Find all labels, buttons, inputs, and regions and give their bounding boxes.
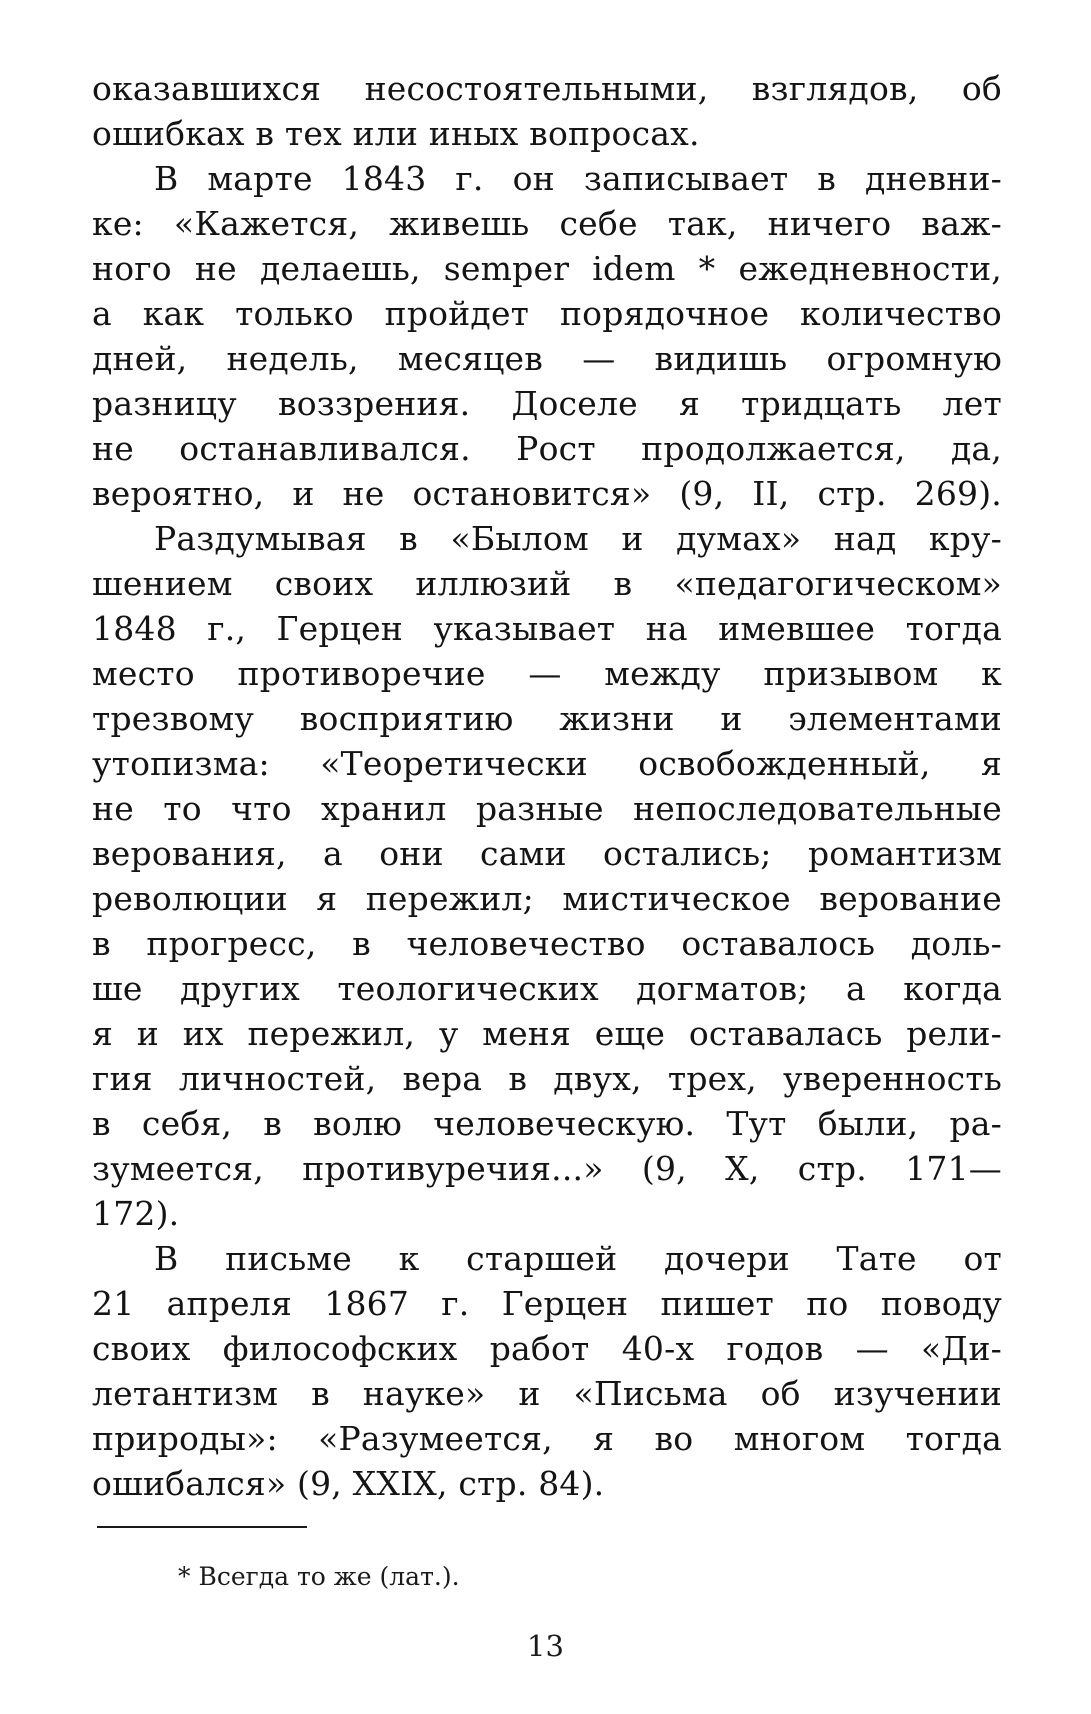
text-line: ше других теологических догматов; а когда <box>92 969 1002 1008</box>
text-line: я и их пережил, у меня еще оставалась рели- <box>92 1014 1002 1053</box>
text-line: зумеется, противуречия...» (9, X, стр. 171— <box>92 1149 1002 1188</box>
text-line: 1848 г., Герцен указывает на имевшее тогда <box>92 609 1002 648</box>
text-line: 21 апреля 1867 г. Герцен пишет по поводу <box>92 1284 1002 1323</box>
text-line: дней, недель, месяцев — видишь огромную <box>92 339 1002 378</box>
text-line: ошибался» (9, XXIX, стр. 84). <box>92 1464 605 1503</box>
text-line: место противоречие — между призывом к <box>92 654 1002 693</box>
text-line: ке: «Кажется, живешь себе так, ничего важ- <box>92 204 1002 243</box>
text-line: гия личностей, вера в двух, трех, уверенность <box>92 1059 1002 1098</box>
text-line: своих философских работ 40-х годов — «Ди- <box>92 1329 1002 1368</box>
text-line: не то что хранил разные непоследовательные <box>92 789 1002 828</box>
text-line: утопизма: «Теоретически освобожденный, я <box>92 744 1002 783</box>
text-line: в себя, в волю человеческую. Тут были, ра- <box>92 1104 1002 1143</box>
paragraph-start-line: В письме к старшей дочери Тате от <box>154 1239 1002 1278</box>
text-line: ошибках в тех или иных вопросах. <box>92 114 700 153</box>
text-line: 172). <box>92 1194 180 1233</box>
paragraph-start-line: В марте 1843 г. он записывает в дневни- <box>154 159 1002 198</box>
text-line: природы»: «Разумеется, я во многом тогда <box>92 1419 1002 1458</box>
text-line: шением своих иллюзий в «педагогическом» <box>92 564 1002 603</box>
footnote: * Всегда то же (лат.). <box>178 1562 460 1591</box>
text-line: революции я пережил; мистическое верование <box>92 879 1002 918</box>
text-line: не останавливался. Рост продолжается, да, <box>92 429 1002 468</box>
text-line: трезвому восприятию жизни и элементами <box>92 699 1002 738</box>
text-line: разницу воззрения. Доселе я тридцать лет <box>92 384 1002 423</box>
text-line: а как только пройдет порядочное количество <box>92 294 1002 333</box>
text-line: верования, а они сами остались; романтизм <box>92 834 1002 873</box>
text-line: в прогресс, в человечество оставалось доль- <box>92 924 1002 963</box>
text-line: вероятно, и не остановится» (9, II, стр. 269). <box>92 474 1002 513</box>
page-number: 13 <box>527 1629 564 1663</box>
paragraph-start-line: Раздумывая в «Былом и думах» над кру- <box>154 519 1002 558</box>
text-line: летантизм в науке» и «Письма об изучении <box>92 1374 1002 1413</box>
text-line: оказавшихся несостоятельными, взглядов, об <box>92 69 1002 108</box>
body-text <box>92 66 1002 1506</box>
footnote-divider <box>97 1526 307 1528</box>
text-line: ного не делаешь, semper idem * ежедневности, <box>92 249 1002 288</box>
